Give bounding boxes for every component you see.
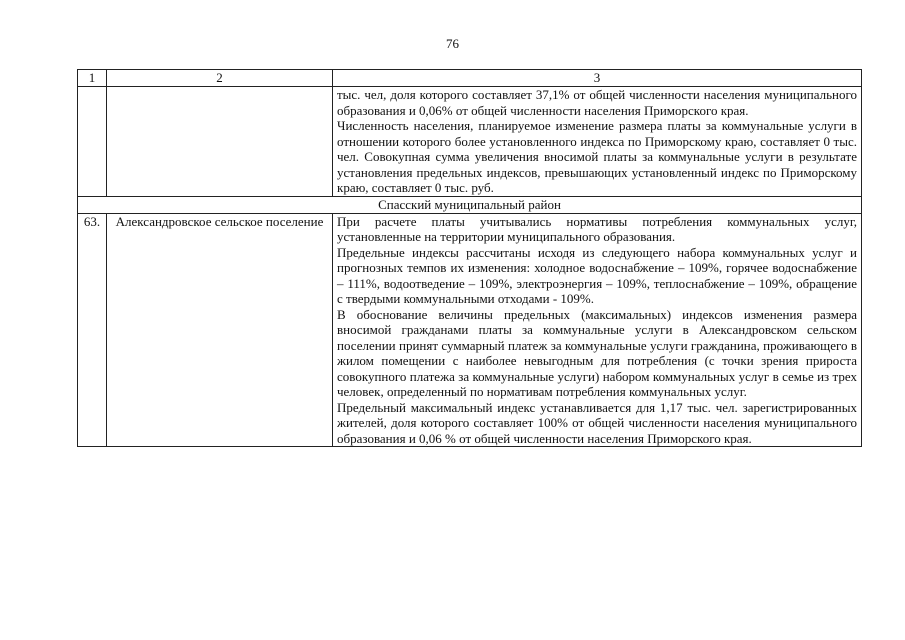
entry-paragraph: Предельные индексы рассчитаны исходя из следующего набора коммунальных услуг и прогнозных темпов их изменения: холодное водоснабжение – 109%, горячее водоснабжение – 111%, водоотведение – 109%, электроэнергия – 109%, теплоснабжение – 109%, обращение с твердыми коммунальными отходами - 109%. bbox=[337, 244, 857, 306]
continuation-name-cell bbox=[107, 87, 333, 197]
entry-text-cell bbox=[333, 213, 862, 447]
continuation-paragraph: Численность населения, планируемое изменение размера платы за коммунальные услуги в отношении которого более установленного индекса по Приморскому краю, составляет 0 тыс. чел. Совокупная сумма увеличения вносимой платы за коммунальные услуги в результате установления предельных индексов, превышающих установленный индекс по Приморскому краю, составляет 0 тыс. руб. bbox=[337, 118, 857, 195]
settlement-name: Александровское сельское поселение bbox=[107, 213, 333, 447]
continuation-paragraph: тыс. чел, доля которого составляет 37,1% от общей численности населения муниципального образования и 0,06% от общей численности населения Приморского края. bbox=[337, 87, 857, 118]
entry-paragraph: Предельный максимальный индекс устанавливается для 1,17 тыс. чел. зарегистрированных жителей, доля которого составляет 100% от общей численности населения муниципального образования и 0,06 % от общей численности населения Приморского края. bbox=[337, 399, 857, 446]
header-col-2: 2 bbox=[107, 70, 333, 87]
row-number: 63. bbox=[78, 213, 107, 447]
table-row bbox=[78, 213, 862, 447]
continuation-number-cell bbox=[78, 87, 107, 197]
table-header-row bbox=[78, 70, 862, 87]
header-col-3: 3 bbox=[333, 70, 862, 87]
entry-paragraph: В обоснование величины предельных (максимальных) индексов изменения размера вносимой гражданами платы за коммунальные услуги в Александровском сельском поселении принят суммарный платеж за коммунальные услуги гражданина, проживающего в жилом помещении с наиболее невыгодным для потребления (с точки зрения прироста совокупного платежа за коммунальные услуги) набором коммунальных услуг в семье из трех человек, определенный по нормативам потребления коммунальных услуг. bbox=[337, 306, 857, 399]
entry-paragraph: При расчете платы учитывались нормативы потребления коммунальных услуг, установленные на территории муниципального образования. bbox=[337, 213, 857, 244]
page-number: 76 bbox=[446, 36, 459, 51]
indices-table bbox=[77, 69, 862, 447]
continuation-row bbox=[78, 87, 862, 197]
section-title: Спасский муниципальный район bbox=[78, 196, 862, 213]
continuation-text-cell bbox=[333, 87, 862, 197]
header-col-1: 1 bbox=[78, 70, 107, 87]
section-row bbox=[78, 196, 862, 213]
